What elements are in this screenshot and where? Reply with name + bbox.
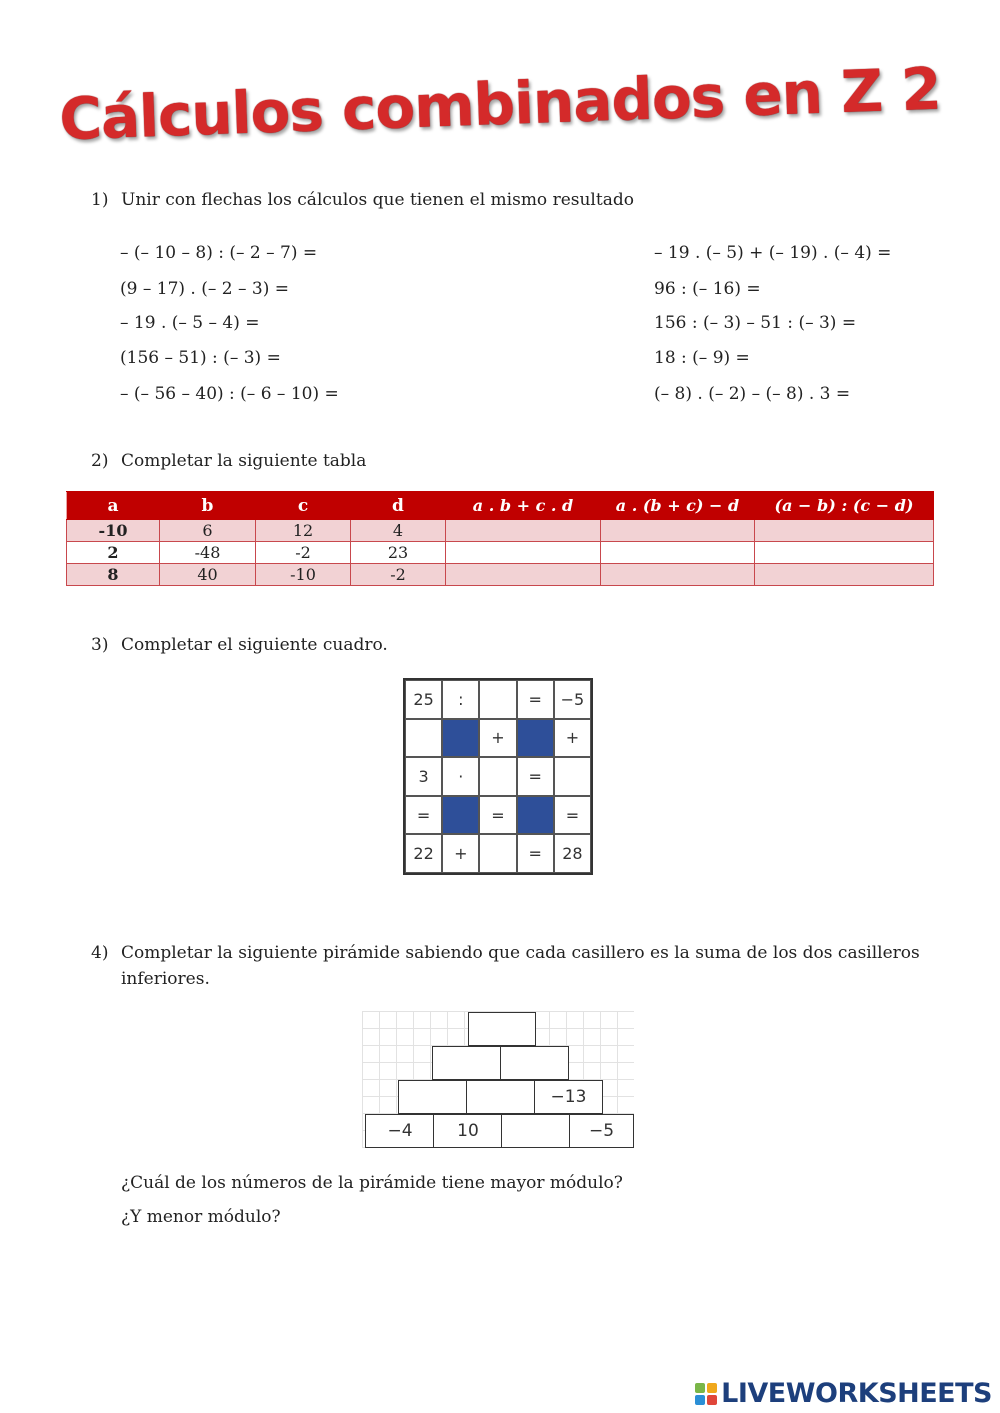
grid-cell: 28 [554, 834, 591, 873]
cell-c: 12 [256, 520, 351, 542]
question-1-number: 1) [91, 190, 109, 210]
grid-cell: 22 [405, 834, 442, 873]
right-expression-2[interactable]: 96 : (– 16) = [654, 279, 761, 299]
cell-a: 2 [67, 542, 160, 564]
right-expression-5[interactable]: (– 8) . (– 2) – (– 8) . 3 = [654, 384, 851, 404]
grid-cell: 25 [405, 680, 442, 719]
pyramid-cell-r4-1: −4 [365, 1114, 435, 1148]
page-title: Cálculos combinados en Z 2 [58, 54, 942, 154]
header-formula-1: a . b + c . d [446, 492, 601, 520]
pyramid-cell-r4-3[interactable] [501, 1114, 571, 1148]
question-1-text: Unir con flechas los cálculos que tienen el mismo resultado [121, 190, 634, 210]
grid-cell: + [479, 719, 516, 758]
grid-cell: = [517, 834, 554, 873]
right-expression-1[interactable]: – 19 . (– 5) + (– 19) . (– 4) = [654, 243, 892, 263]
header-formula-2: a . (b + c) − d [601, 492, 755, 520]
grid-blocked-cell [517, 796, 554, 835]
table-row [67, 520, 934, 542]
header-c: c [256, 492, 351, 520]
question-2-text: Completar la siguiente tabla [121, 451, 367, 471]
grid-answer-cell[interactable] [479, 757, 516, 796]
left-expression-2[interactable]: (9 – 17) . (– 2 – 3) = [120, 279, 289, 299]
grid-blocked-cell [442, 719, 479, 758]
cell-a: 8 [67, 564, 160, 586]
left-expression-4[interactable]: (156 – 51) : (– 3) = [120, 348, 281, 368]
answer-cell-formula-2[interactable] [601, 520, 755, 542]
grid-cell: + [554, 719, 591, 758]
pyramid-cell-r2-1[interactable] [432, 1046, 502, 1080]
grid-cell: · [442, 757, 479, 796]
right-expression-3[interactable]: 156 : (– 3) – 51 : (– 3) = [654, 313, 857, 333]
grid-answer-cell[interactable] [405, 719, 442, 758]
pyramid-cell-r3-2[interactable] [466, 1080, 536, 1114]
crossnumber-grid [403, 678, 593, 875]
question-2-number: 2) [91, 451, 109, 471]
pyramid-cell-top[interactable] [468, 1012, 536, 1046]
table-row [67, 542, 934, 564]
liveworksheets-icon [695, 1383, 717, 1405]
pyramid-cell-r4-4: −5 [569, 1114, 634, 1148]
answer-cell-formula-2[interactable] [601, 564, 755, 586]
answer-cell-formula-3[interactable] [755, 564, 934, 586]
left-expression-5[interactable]: – (– 56 – 40) : (– 6 – 10) = [120, 384, 339, 404]
question-4b-text: ¿Y menor módulo? [121, 1207, 281, 1227]
question-3-number: 3) [91, 635, 109, 655]
answer-cell-formula-3[interactable] [755, 542, 934, 564]
grid-cell: = [479, 796, 516, 835]
answer-cell-formula-1[interactable] [446, 542, 601, 564]
number-pyramid [362, 1011, 634, 1148]
pyramid-cell-r3-1[interactable] [398, 1080, 468, 1114]
values-table [66, 491, 934, 586]
header-b: b [160, 492, 256, 520]
left-expression-1[interactable]: – (– 10 – 8) : (– 2 – 7) = [120, 243, 318, 263]
header-a: a [67, 492, 160, 520]
cell-d: 4 [351, 520, 446, 542]
grid-answer-cell[interactable] [479, 834, 516, 873]
cell-d: -2 [351, 564, 446, 586]
grid-cell: = [554, 796, 591, 835]
cell-b: 6 [160, 520, 256, 542]
pyramid-cell-r4-2: 10 [433, 1114, 503, 1148]
question-4-number: 4) [91, 943, 109, 963]
cell-a: -10 [67, 520, 160, 542]
question-3-text: Completar el siguiente cuadro. [121, 635, 388, 655]
pyramid-cell-r3-3: −13 [534, 1080, 603, 1114]
cell-b: 40 [160, 564, 256, 586]
table-row [67, 564, 934, 586]
cell-c: -2 [256, 542, 351, 564]
cell-c: -10 [256, 564, 351, 586]
cell-d: 23 [351, 542, 446, 564]
logo-text: LIVEWORKSHEETS [721, 1378, 992, 1409]
grid-cell: + [442, 834, 479, 873]
answer-cell-formula-3[interactable] [755, 520, 934, 542]
grid-blocked-cell [517, 719, 554, 758]
cell-b: -48 [160, 542, 256, 564]
pyramid-cell-r2-2[interactable] [500, 1046, 569, 1080]
right-expression-4[interactable]: 18 : (– 9) = [654, 348, 750, 368]
left-expression-3[interactable]: – 19 . (– 5 – 4) = [120, 313, 260, 333]
answer-cell-formula-2[interactable] [601, 542, 755, 564]
grid-cell: = [517, 757, 554, 796]
grid-blocked-cell [442, 796, 479, 835]
grid-cell: = [405, 796, 442, 835]
answer-cell-formula-1[interactable] [446, 520, 601, 542]
question-4a-text: ¿Cuál de los números de la pirámide tiene mayor módulo? [121, 1173, 623, 1193]
header-d: d [351, 492, 446, 520]
table-header-row [67, 492, 934, 520]
grid-cell: 3 [405, 757, 442, 796]
grid-cell: −5 [554, 680, 591, 719]
grid-cell: : [442, 680, 479, 719]
grid-answer-cell[interactable] [554, 757, 591, 796]
liveworksheets-logo [695, 1378, 992, 1409]
grid-cell: = [517, 680, 554, 719]
grid-answer-cell[interactable] [479, 680, 516, 719]
header-formula-3: (a − b) : (c − d) [755, 492, 934, 520]
question-4-text: Completar la siguiente pirámide sabiendo que cada casillero es la suma de los dos casilleros inferiores. [121, 943, 920, 989]
answer-cell-formula-1[interactable] [446, 564, 601, 586]
